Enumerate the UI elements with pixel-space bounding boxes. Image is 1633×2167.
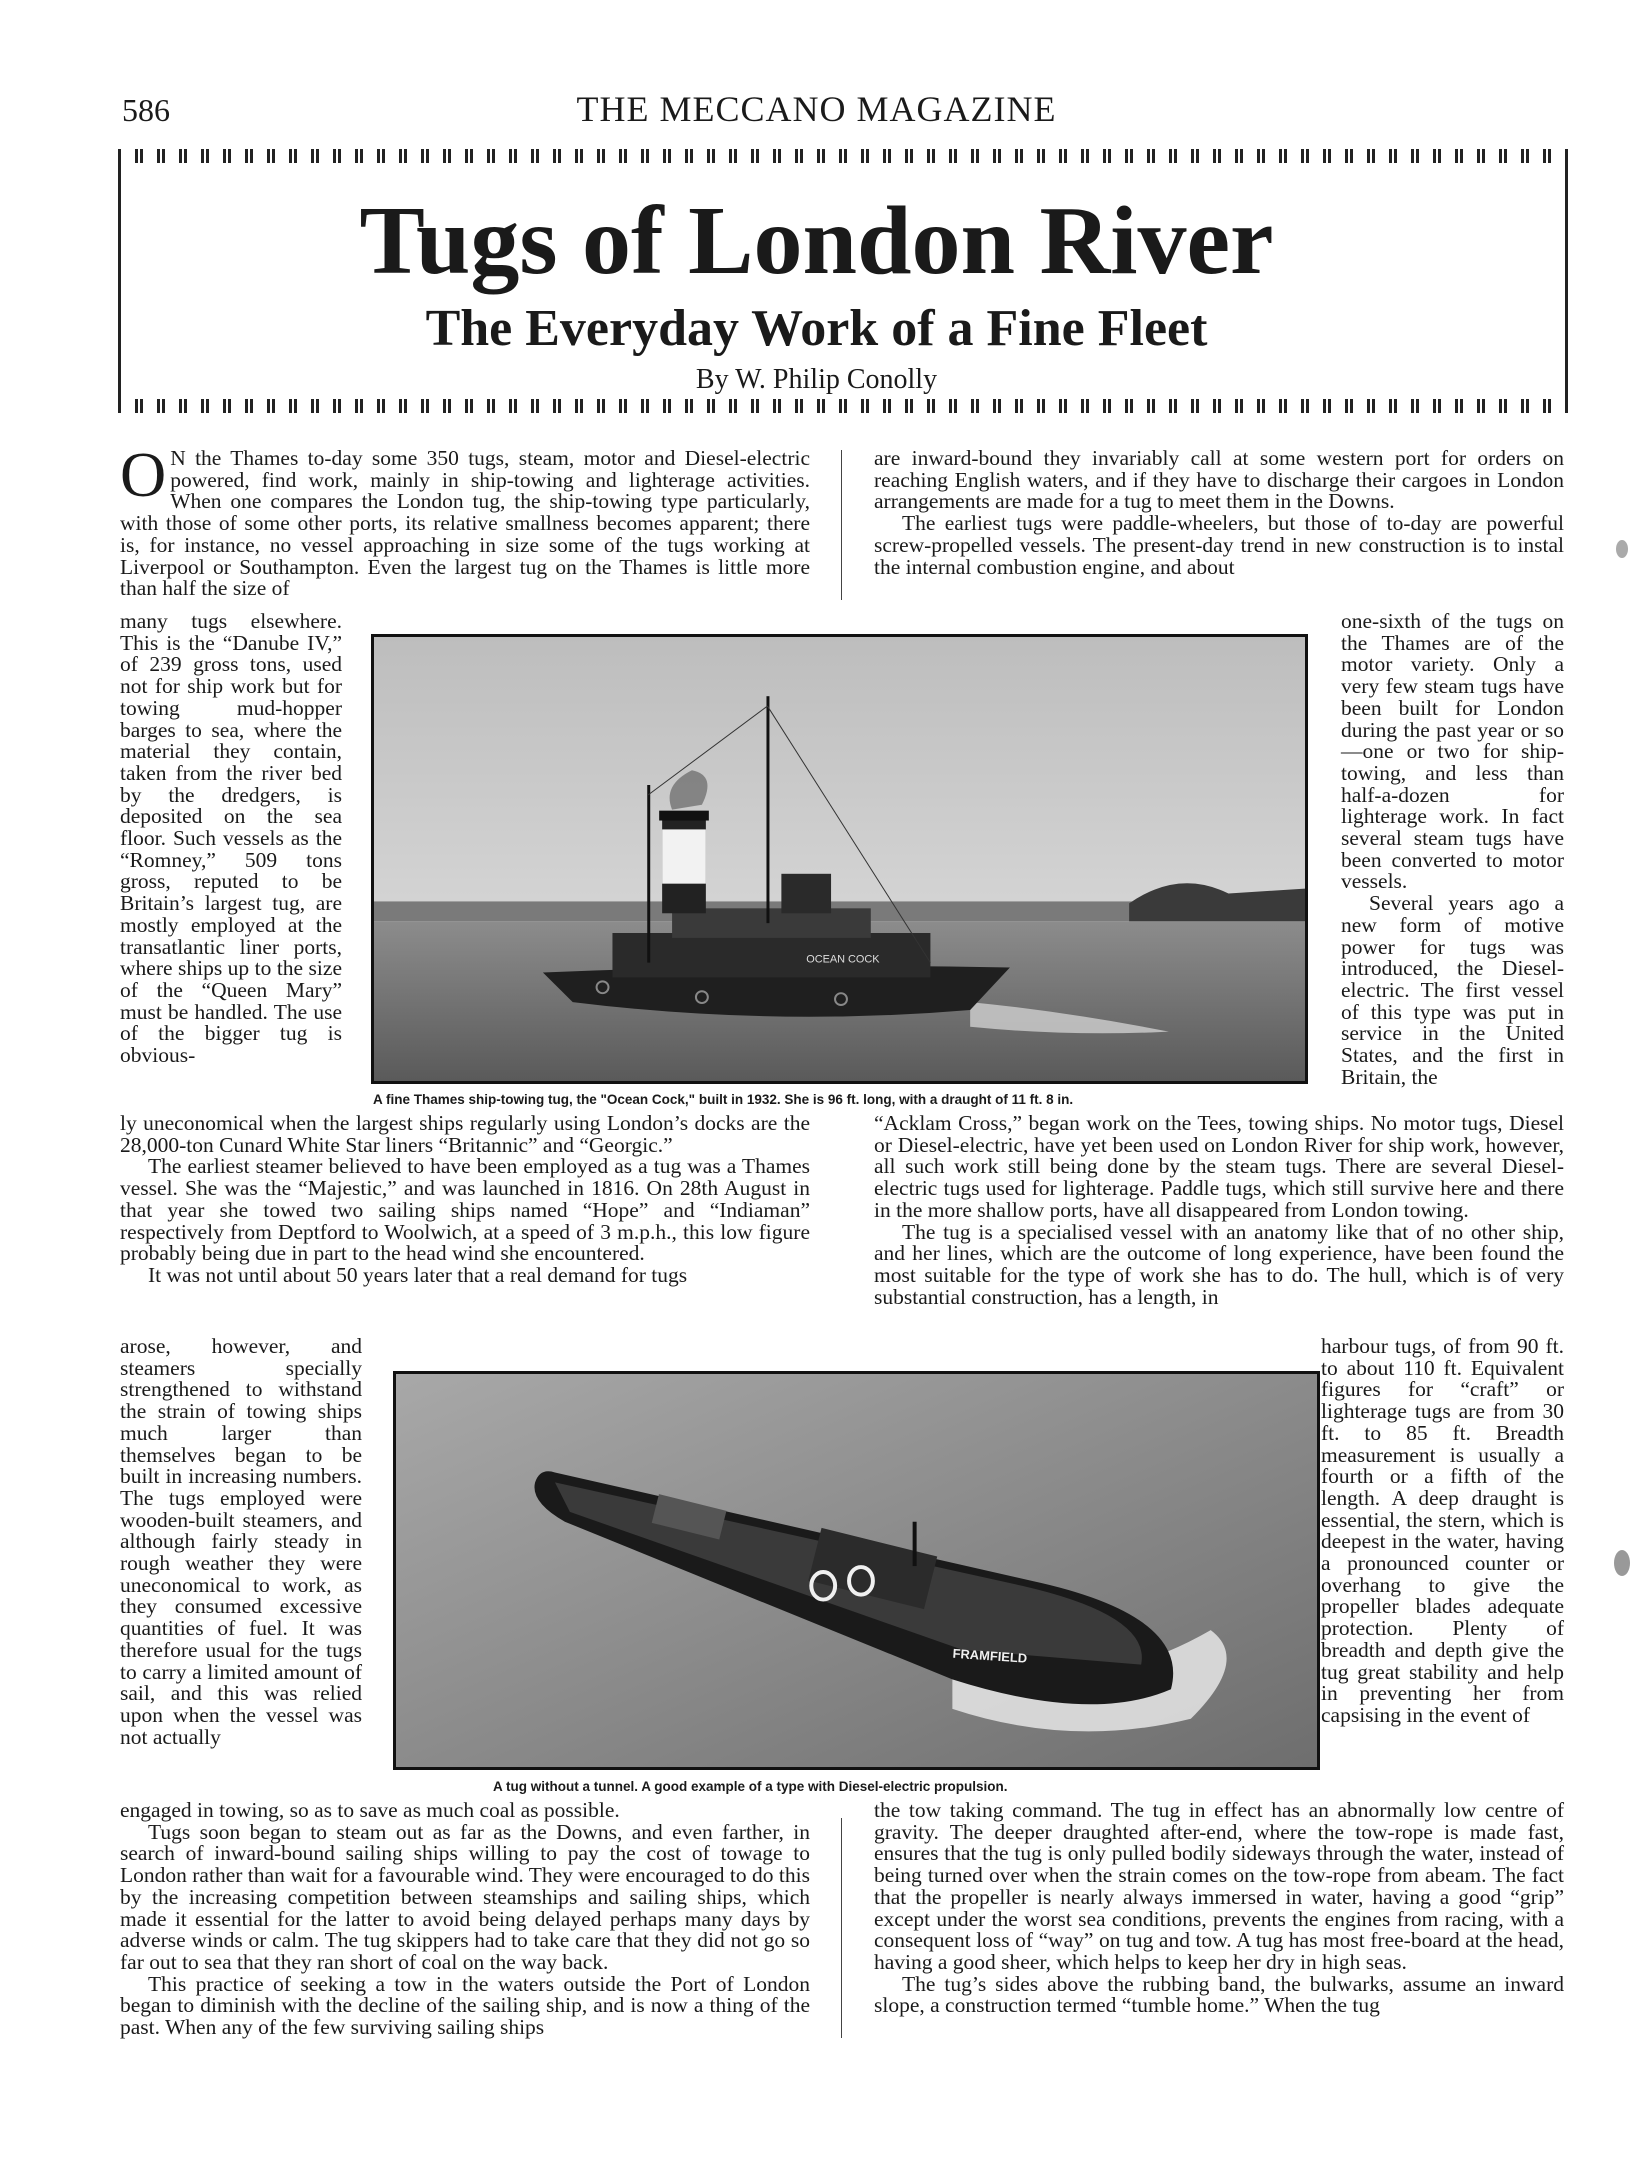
paragraph-side-upper: many tugs elsewhere. This is the “Danube IV,” of 239 gross tons, used not for ship work but for towing mud-hopper barges to sea, where the material they contain, taken from the river bed by the dredgers, is deposited on the sea floor. Such vessels as the “Romney,” 509 tons gross, reputed to be Britain’s largest tug, are mostly employed at the transatlantic liner ports, where ships up to the size of the “Queen Mary” must be handled. The use of the bigger tug is obvious- — [120, 609, 342, 1068]
column-2-top — [874, 448, 1564, 578]
paragraph-dimensions: harbour tugs, of from 90 ft. to about 110 ft. Equivalent figures for “craft” or lighterage tugs are from 30 ft. to 85 ft. Breadth measurement is usually a fourth or a fifth of the length. A deep draught is essential, the stern, which is deepest in the water, having a pronounced counter or overhang to give the propeller blades adequate protection. Plenty of breadth and depth give the tug great stability and help in preventing her from capsising in the event of — [1321, 1334, 1564, 1727]
paragraph-majestic: The earliest steamer believed to have been employed as a tug was a Thames vessel. She was the “Majestic,” and was launched in 1816. On 28th August in that year she towed two sailing ships named “Hope” and “Indiaman” respectively from Deptford to Woolwich, at a speed of 3 m.p.h., this low figure probably being due in part to the head wind she encountered. — [120, 1154, 810, 1266]
paragraph-demand: It was not until about 50 years later that a real demand for tugs — [148, 1262, 688, 1287]
tug-steamer-illustration — [374, 637, 1305, 1081]
page-number: 586 — [122, 92, 170, 128]
paragraph-side-lower: arose, however, and steamers specially strengthened to withstand the strain of towing ships much larger than themselves began to be built in increasing numbers. The tugs employed were wooden-built steamers, and although fairly steady in rough weather they were uneconomical to work, as they consumed excessive quantities of fuel. It was therefore usual for the tugs to carry a limited amount of sail, and this was relied upon when the vessel was not actually — [120, 1334, 362, 1749]
drop-cap: O — [120, 439, 167, 510]
article-byline: By W. Philip Conolly — [695, 364, 938, 395]
column-1-bottom — [120, 1800, 810, 2039]
article-title: Tugs of London River — [359, 187, 1274, 295]
running-title: THE MECCANO MAGAZINE — [576, 89, 1057, 129]
photo-ocean-cock-tug — [371, 634, 1308, 1084]
column-1-middle — [120, 1113, 810, 1287]
photo-framfield-tug — [393, 1371, 1320, 1770]
caption-figure-1: A fine Thames ship-towing tug, the "Ocean Cock," built in 1932. She is 96 ft. long, with a draught of 11 ft. 8 in. — [373, 1092, 1074, 1107]
paragraph-tumble-home: The tug’s sides above the rubbing band, the bulwarks, assume an inward slope, a construction termed “tumble home.” When the tug — [874, 1971, 1564, 2018]
paragraph-practice: This practice of seeking a tow in the waters outside the Port of London began to diminish with the decline of the sailing ship, and is now a thing of the past. When any of the few surviving sailing ships — [120, 1971, 810, 2040]
column-1-side-upper — [120, 611, 342, 1067]
column-1-top — [120, 439, 810, 601]
column-rule-top — [841, 450, 842, 600]
hull-name-label-2: FRAMFIELD — [952, 1645, 1028, 1666]
paragraph-inward-bound: are inward-bound they invariably call at some western port for orders on reaching English waters, and if they have to discharge their cargoes in London arrangements are made for a tug to meet them in the Downs. — [874, 446, 1564, 514]
column-2-side-upper — [1341, 611, 1564, 1088]
paragraph-tow-command: the tow taking command. The tug in effect has an abnormally low centre of gravity. The deeper draughted after-end, where the tow-rope is made fast, ensures that the tug is only pulled bodily sideways through the water, instead of being turned over when the strain comes on the tow-rope from abeam. The fact that the propeller is nearly always immersed in water, having a good “grip” except under the worst sea conditions, prevents the engines from racing, with a consequent loss of “way” on tug and tow. A tug has most free-board at the head, having a good sheer, which helps to keep her dry in high seas. — [874, 1798, 1564, 1974]
column-2-side-lower — [1321, 1336, 1564, 1727]
paragraph-anatomy: The tug is a specialised vessel with an anatomy like that of no other ship, and her lines, which are the outcome of long experience, have been found the most suitable for the type of work she has to do. The hull, which is of very substantial construction, has a length, in — [874, 1219, 1564, 1309]
column-rule-bottom — [841, 1818, 842, 2038]
paragraph-motor-variety: one-sixth of the tugs on the Thames are of the motor variety. Only a very few steam tugs have been built for London during the past year or so—one or two for ship-towing, and less than half-a-dozen for lighterage work. In fact several steam tugs have been converted to motor vessels. — [1341, 609, 1564, 894]
paragraph-diesel-electric: Several years ago a new form of motive power for tugs was introduced, the Diesel-electric. The first vessel of this type was put in service in the United States, and the first in Britain, the — [1341, 891, 1564, 1089]
diesel-tug-illustration — [396, 1374, 1317, 1767]
hull-name-label: OCEAN COCK — [806, 953, 880, 966]
scan-mark-lower — [1614, 1550, 1630, 1576]
paragraph-downs: Tugs soon began to steam out as far as the Downs, and even farther, in search of inward-bound sailing ships willing to pay the cost of towage to London rather than wait for a favourable wind. They were encouraged to do this by the increasing competition between steamships and sailing ships, which made it essential for the latter to avoid being delayed perhaps many days by adverse winds or calm. The tug skippers had to take care that they did not go so far out to sea that they ran short of coal on the way back. — [120, 1819, 810, 1974]
article-subtitle: The Everyday Work of a Fine Fleet — [425, 300, 1208, 357]
paragraph-intro: O N the Thames to-day some 350 tugs, steam, motor and Diesel-electric powered, find work, mainly in ship-towing and lighterage activities. When one compares the London tug, the ship-towing type particularly, with those of some other ports, its relative smallness becomes apparent; there is, for instance, no vessel approaching in size some of the tugs working at Liverpool or Southampton. Even the largest tug on the Thames is little more than half the size of — [120, 439, 810, 601]
column-2-middle — [874, 1113, 1564, 1308]
paragraph-uneconomical: ly uneconomical when the largest ships regularly using London’s docks are the 28,000-ton Cunard White Star liners “Britannic” and “Georgic.” — [120, 1111, 810, 1157]
scan-mark-upper — [1616, 540, 1628, 558]
column-2-bottom — [874, 1800, 1564, 2017]
caption-figure-2: A tug without a tunnel. A good example of a type with Diesel-electric propulsion. — [493, 1779, 1008, 1794]
paragraph-coal: engaged in towing, so as to save as much coal as possible. — [120, 1798, 620, 1822]
paragraph-paddle: The earliest tugs were paddle-wheelers, but those of to-day are powerful screw-propelled vessels. The present-day trend in new construction is to instal the internal combustion engine, and about — [874, 511, 1564, 579]
paragraph-acklam: “Acklam Cross,” began work on the Tees, towing ships. No motor tugs, Diesel or Diesel-electric, have yet been used on London River for ship work, however, all such work still being done by the steam tugs. There are several Diesel-electric tugs used for lighterage. Paddle tugs, which still survive here and there in the more shallow ports, have all disappeared from London towing. — [874, 1111, 1564, 1222]
column-1-side-lower — [120, 1336, 362, 1748]
